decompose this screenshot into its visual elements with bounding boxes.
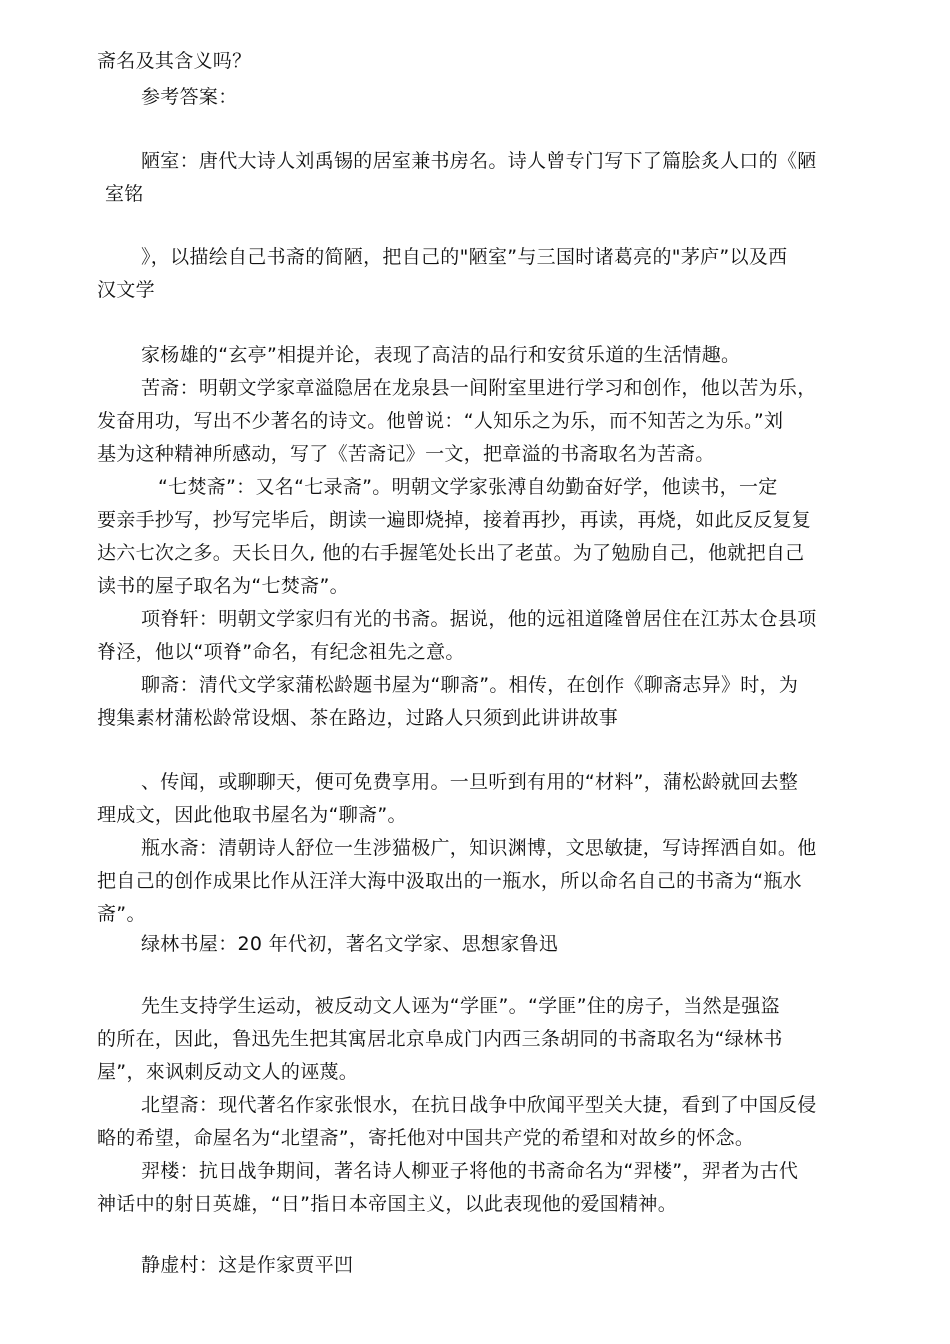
text-line: 汉文学 — [97, 279, 155, 301]
text-line: 神话中的射日英雄，“日”指日本帝国主义，以此表现他的爱国精神。 — [97, 1193, 677, 1215]
text-line: 达六七次之多。天长日久, 他的右手握笔处长出了老茧。为了勉励自己，他就把自己 — [97, 542, 805, 564]
text-line: 脊泾，他以“项脊”命名，有纪念祖先之意。 — [97, 641, 465, 663]
text-line: 要亲手抄写，抄写完毕后，朗读一遍即烧掉，接着再抄，再读，再烧，如此反反复复 — [97, 509, 812, 531]
text-line: 斋名及其含义吗？ — [97, 50, 252, 72]
text-line: 项脊轩：明朝文学家归有光的书斋。据说，他的远祖道隆曾居住在江苏太仓县项 — [141, 608, 817, 630]
text-line: 聊斋：清代文学家蒲松龄题书屋为“聊斋”。相传，在创作《聊斋志异》时，为 — [141, 674, 799, 696]
text-line: “七焚斋”：又名“七录斋”。明朝文学家张溥自幼勤奋好学，他读书，一定 — [158, 476, 778, 498]
text-line: 的所在，因此，鲁迅先生把其寓居北京阜成门内西三条胡同的书斋取名为“绿林书 — [97, 1028, 783, 1050]
text-line: 参考答案： — [141, 86, 238, 108]
text-line: 读书的屋子取名为“七焚斋”。 — [97, 575, 349, 597]
text-line: 静虚村：这是作家贾平凹 — [141, 1254, 354, 1276]
text-line: 陋室：唐代大诗人刘禹锡的居室兼书房名。诗人曾专门写下了篇脍炙人口的《陋 — [141, 150, 817, 172]
text-line: 发奋用功，写出不少著名的诗文。他曾说：“人知乐之为乐，而不知苦之为乐。”刘 — [97, 410, 784, 432]
text-line: 先生支持学生运动，被反动文人诬为“学匪”。“学匪”住的房子，当然是强盗 — [141, 995, 780, 1017]
text-line: 把自己的创作成果比作从汪洋大海中汲取出的一瓶水，所以命名自己的书斋为“瓶水 — [97, 870, 802, 892]
text-line: 羿楼：抗日战争期间，著名诗人柳亚子将他的书斋命名为“羿楼”，羿者为古代 — [141, 1160, 799, 1182]
text-line: 、传闻，或聊聊天，便可免费享用。一旦听到有用的“材料”，蒲松龄就回去整 — [141, 771, 799, 793]
text-line: 苦斋：明朝文学家章溢隐居在龙泉县一间附室里进行学习和创作，他以苦为乐， — [141, 377, 817, 399]
text-line: 瓶水斋：清朝诗人舒位一生涉猫极广，知识渊博，文思敏捷，写诗挥洒自如。他 — [141, 837, 817, 859]
text-line: 略的希望，命屋名为“北望斋”，寄托他对中国共产党的希望和对故乡的怀念。 — [97, 1127, 755, 1149]
text-line: 屋”，來讽刺反动文人的诬蔑。 — [97, 1061, 359, 1083]
text-line: 理成文，因此他取书屋名为“聊斋”。 — [97, 804, 407, 826]
text-line: 室铭 — [105, 183, 144, 205]
text-line: 家杨雄的“玄亭”相提并论，表现了高洁的品行和安贫乐道的生活情趣。 — [141, 344, 741, 366]
text-line: 斋”。 — [97, 903, 146, 925]
text-line: 基为这种精神所感动，写了《苦斋记》一文，把章溢的书斋取名为苦斋。 — [97, 443, 715, 465]
text-line: 绿林书屋：20 年代初，著名文学家、思想家鲁迅 — [141, 933, 559, 955]
text-line: 搜集素材蒲松龄常设烟、茶在路边，过路人只须到此讲讲故事 — [97, 707, 619, 729]
text-line: 》，以描绘自己书斋的简陋，把自己的"陋室”与三国时诸葛亮的"茅庐”以及西 — [141, 246, 788, 268]
text-line: 北望斋：现代著名作家张恨水，在抗日战争中欣闻平型关大捷，看到了中国反侵 — [141, 1094, 817, 1116]
